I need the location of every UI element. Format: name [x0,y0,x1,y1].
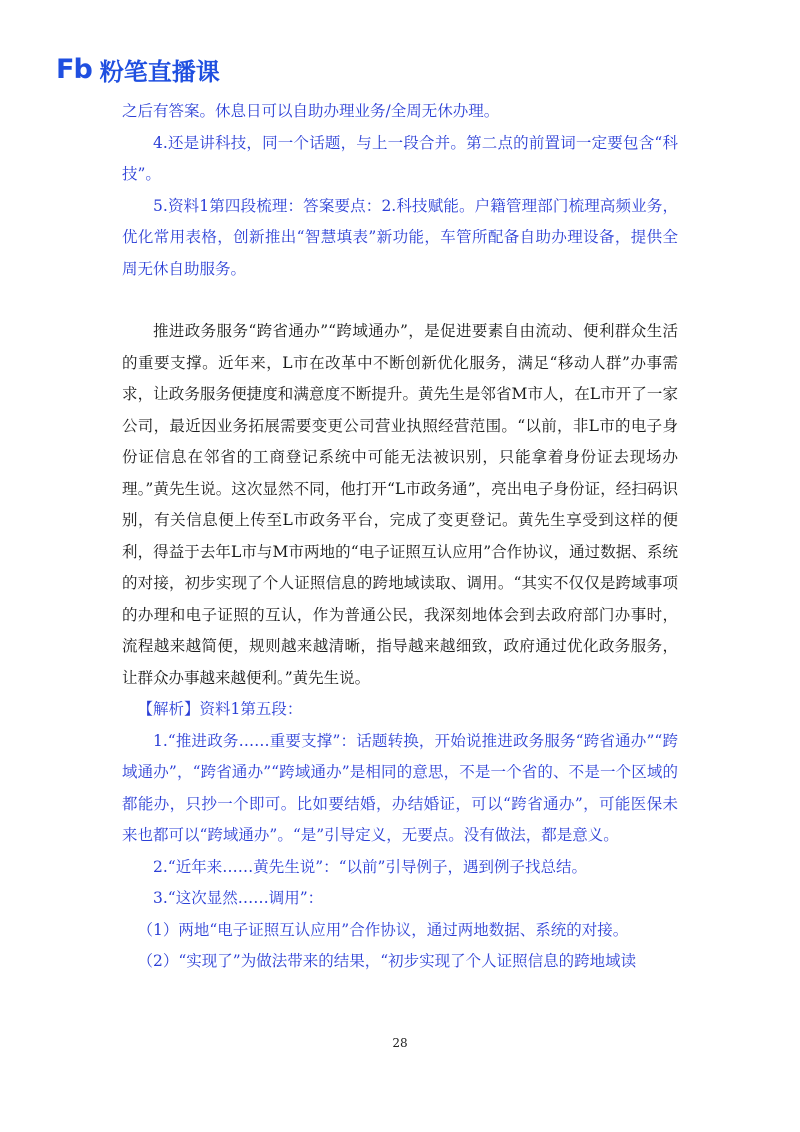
document-body [122,96,678,978]
page-number: 28 [392,1036,408,1050]
analysis-subitem-2: （2）“实现了”为做法带来的结果，“初步实现了个人证照信息的跨地域读 [137,952,637,970]
analysis-item-2: 2.“近年来……黄先生说”：“以前”引导例子，遇到例子找总结。 [153,857,587,876]
analysis-item-1: 1.“推进政务……重要支撑”：话题转换，开始说推进政务服务“跨省通办”“跨域通办”，“跨省通办”“跨域通办”是相同的意思，不是一个省的、不是一个区域的都能办，只抄一个即可。比如要结婚，办结婚证，可以“跨省通办”，可能医保未来也都可以“跨域通办”。“是”引导定义，无要点。没有做法，都是意义。 [122,731,678,844]
logo-text: 粉笔直播课 [99,58,220,86]
paragraph-point-4: 4.还是讲科技，同一个话题，与上一段合并。第二点的前置词一定要包含“科技”。 [122,133,678,183]
paragraph-continuation: 之后有答案。休息日可以自助办理业务/全周无休办理。 [122,102,500,120]
logo-mark: Fb [56,54,92,85]
material-paragraph: 推进政务服务“跨省通办”“跨域通办”，是促进要素自由流动、便利群众生活的重要支撑。近年来，L市在改革中不断创新优化服务，满足“移动人群”办事需求，让政务服务便捷度和满意度不断提升。黄先生是邻省M市人，在L市开了一家公司，最近因业务拓展需要变更公司营业执照经营范围。“以前，非L市的电子身份证信息在邻省的工商登记系统中可能无法被识别，只能拿着身份证去现场办理。”黄先生说。这次显然不同，他打开“L市政务通”，亮出电子身份证，经扫码识别，有关信息便上传至L市政务平台，完成了变更登记。黄先生享受到这样的便利，得益于去年L市与M市两地的“电子证照互认应用”合作协议，通过数据、系统的对接，初步实现了个人证照信息的跨地域读取、调用。“其实不仅仅是跨域事项的办理和电子证照的互认，作为普通公民，我深刻地体会到去政府部门办事时，流程越来越简便，规则越来越清晰，指导越来越细致，政府通过优化政务服务，让群众办事越来越便利。”黄先生说。 [122,322,678,687]
analysis-heading: 【解析】资料1第五段： [137,700,303,718]
analysis-item-3: 3.“这次显然……调用”： [153,889,324,907]
paragraph-point-5: 5.资料1第四段梳理：答案要点：2.科技赋能。户籍管理部门梳理高频业务，优化常用表格，创新推出“智慧填表”新功能，车管所配备自助办理设备，提供全周无休自助服务。 [122,196,678,278]
brand-logo [56,52,220,87]
spacer [122,285,678,316]
analysis-subitem-1: （1）两地“电子证照互认应用”合作协议，通过两地数据、系统的对接。 [137,920,629,939]
